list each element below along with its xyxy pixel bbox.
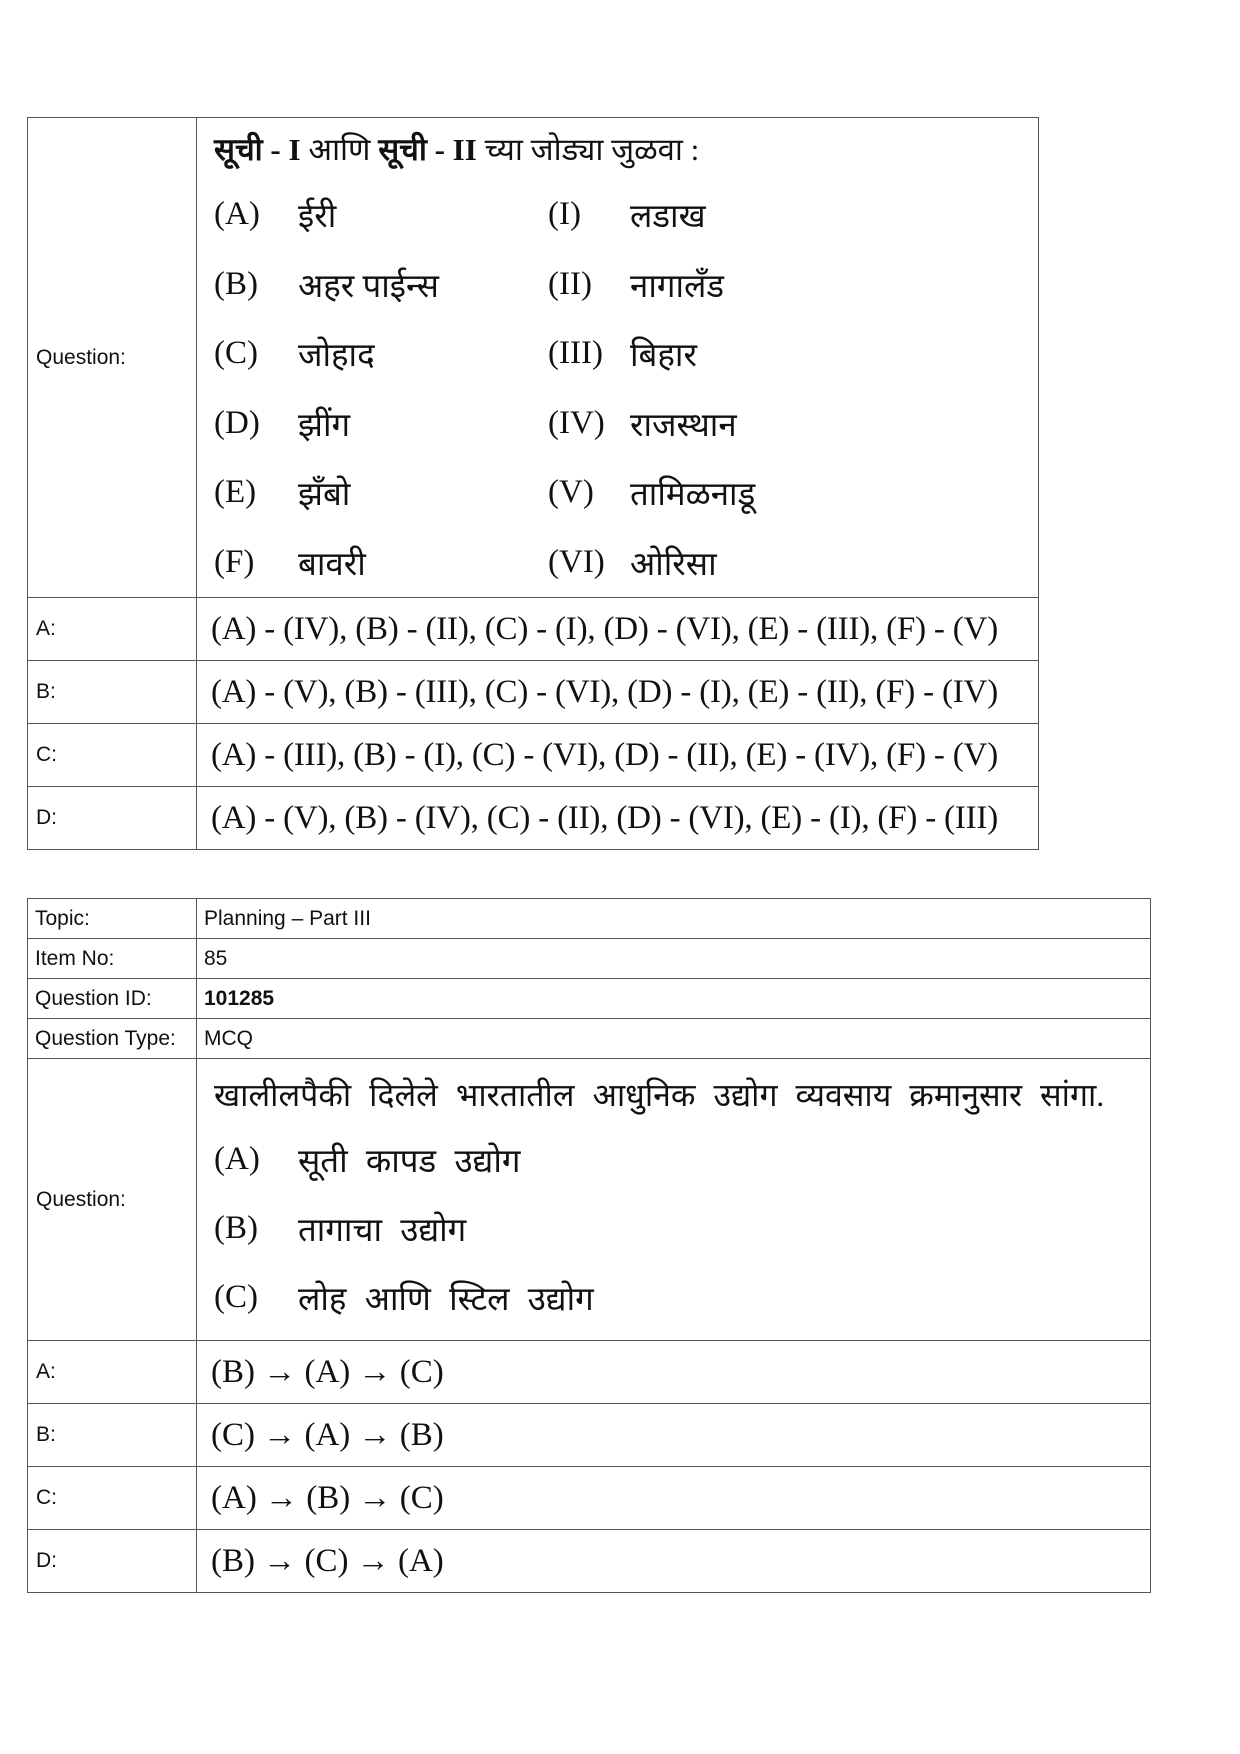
option-label: B: <box>28 1404 197 1467</box>
match-pair <box>214 250 1038 320</box>
list2-key: (III) <box>548 335 603 372</box>
meta-row-item-no <box>28 939 1151 979</box>
match-pair <box>214 528 1038 598</box>
list2-key: (VI) <box>548 543 605 580</box>
list1-value: झँबो <box>298 477 351 514</box>
option-text[interactable]: (A) - (III), (B) - (I), (C) - (VI), (D) - (II), (E) - (IV), (F) - (V) <box>197 724 1039 787</box>
option-label: B: <box>28 661 197 724</box>
list1-key: (C) <box>214 335 258 372</box>
item-no-label: Item No: <box>28 939 197 979</box>
list2-title: सूची - II <box>378 132 477 167</box>
question-item <box>214 1263 1150 1332</box>
item-key: (A) <box>214 1141 260 1177</box>
topic-value: Planning – Part III <box>197 899 1151 939</box>
option-row-a[interactable] <box>28 1341 1151 1404</box>
item-text: सूती कापड उद्योग <box>298 1144 521 1180</box>
list1-key: (B) <box>214 265 258 302</box>
question-table-2 <box>27 898 1151 1593</box>
match-pair <box>214 180 1038 250</box>
list1-value: ईरी <box>298 199 337 236</box>
match-pair <box>214 319 1038 389</box>
option-row-c[interactable] <box>28 724 1039 787</box>
question-content <box>197 118 1039 598</box>
question-table-1 <box>27 117 1039 850</box>
question-item <box>214 1125 1150 1194</box>
question-type-value: MCQ <box>197 1019 1151 1059</box>
list2-key: (V) <box>548 474 594 511</box>
option-label: D: <box>28 1530 197 1593</box>
meta-row-question-id <box>28 979 1151 1019</box>
list2-value: राजस्थान <box>630 407 737 444</box>
list1-key: (A) <box>214 196 260 233</box>
list1-value: झींग <box>298 407 351 444</box>
option-text[interactable]: (B) → (A) → (C) <box>197 1341 1151 1404</box>
item-key: (B) <box>214 1210 258 1246</box>
list1-value: बावरी <box>298 546 366 583</box>
option-label: C: <box>28 1467 197 1530</box>
list2-value: ओरिसा <box>630 546 717 583</box>
match-pair <box>214 389 1038 459</box>
option-row-d[interactable] <box>28 1530 1151 1593</box>
question-label: Question: <box>28 1059 197 1341</box>
question-label: Question: <box>28 118 197 598</box>
question-id-label: Question ID: <box>28 979 197 1019</box>
option-row-b[interactable] <box>28 661 1039 724</box>
list1-key: (D) <box>214 404 260 441</box>
question-id-value: 101285 <box>197 979 1151 1019</box>
meta-row-topic <box>28 899 1151 939</box>
question-heading <box>214 128 1038 172</box>
option-label: A: <box>28 598 197 661</box>
list1-title: सूची - I <box>214 132 301 167</box>
option-text[interactable]: (A) - (V), (B) - (III), (C) - (VI), (D) - (I), (E) - (II), (F) - (IV) <box>197 661 1039 724</box>
option-text[interactable]: (B) → (C) → (A) <box>197 1530 1151 1593</box>
option-text[interactable]: (C) → (A) → (B) <box>197 1404 1151 1467</box>
item-no-value: 85 <box>197 939 1151 979</box>
option-row-c[interactable] <box>28 1467 1151 1530</box>
list1-key: (E) <box>214 474 257 511</box>
list2-value: बिहार <box>630 338 697 375</box>
question-content <box>197 1059 1151 1341</box>
list2-key: (I) <box>548 196 581 233</box>
option-text[interactable]: (A) → (B) → (C) <box>197 1467 1151 1530</box>
list1-key: (F) <box>214 543 255 580</box>
option-label: D: <box>28 787 197 850</box>
question-type-label: Question Type: <box>28 1019 197 1059</box>
item-text: लोह आणि स्टिल उद्योग <box>298 1282 594 1318</box>
question-heading: खालीलपैकी दिलेले भारतातील आधुनिक उद्योग व्यवसाय क्रमानुसार सांगा. <box>214 1077 1105 1113</box>
list2-value: तामिळनाडू <box>630 477 756 514</box>
option-label: C: <box>28 724 197 787</box>
item-text: तागाचा उद्योग <box>298 1213 467 1249</box>
option-row-d[interactable] <box>28 787 1039 850</box>
list1-value: जोहाद <box>298 338 375 375</box>
option-row-b[interactable] <box>28 1404 1151 1467</box>
topic-label: Topic: <box>28 899 197 939</box>
question-row <box>28 1059 1151 1341</box>
question-item <box>214 1194 1150 1263</box>
heading-rest: च्या जोड्या जुळवा : <box>476 132 700 167</box>
question-row <box>28 118 1039 598</box>
item-key: (C) <box>214 1279 258 1315</box>
list2-key: (IV) <box>548 404 605 441</box>
option-text[interactable]: (A) - (V), (B) - (IV), (C) - (II), (D) - (VI), (E) - (I), (F) - (III) <box>197 787 1039 850</box>
option-row-a[interactable] <box>28 598 1039 661</box>
list1-value: अहर पाईन्स <box>298 268 439 305</box>
and-text: आणि <box>300 132 379 167</box>
list2-value: लडाख <box>630 199 706 236</box>
list2-value: नागालँड <box>630 268 725 305</box>
meta-row-question-type <box>28 1019 1151 1059</box>
match-pair <box>214 458 1038 528</box>
option-label: A: <box>28 1341 197 1404</box>
list2-key: (II) <box>548 265 592 302</box>
option-text[interactable]: (A) - (IV), (B) - (II), (C) - (I), (D) - (VI), (E) - (III), (F) - (V) <box>197 598 1039 661</box>
